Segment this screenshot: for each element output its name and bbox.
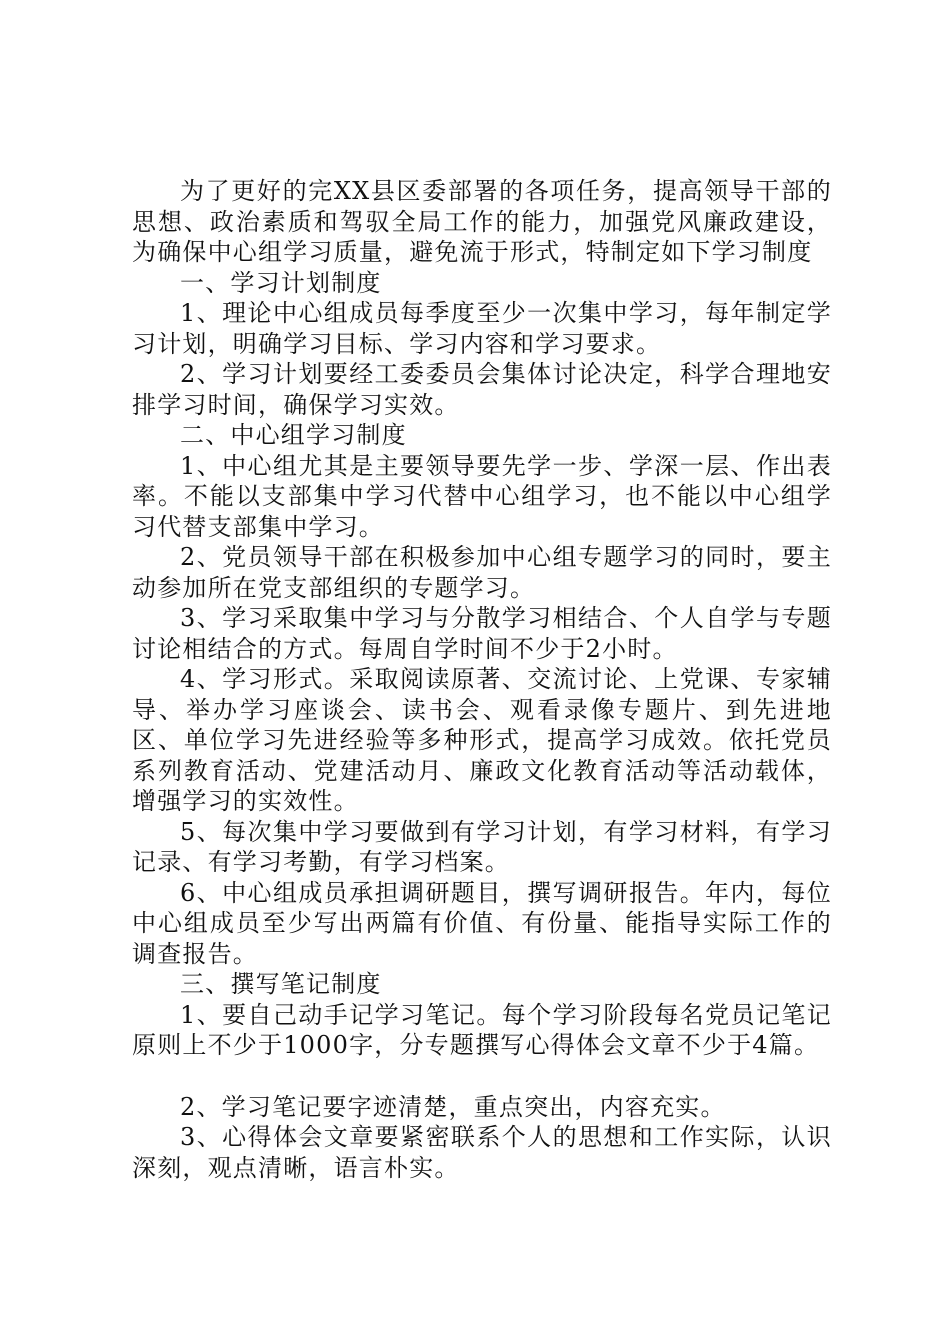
paragraph: 5、每次集中学习要做到有学习计划，有学习材料，有学习记录、有学习考勤，有学习档案。 [132,817,832,876]
paragraph: 1、中心组尤其是主要领导要先学一步、学深一层、作出表率。不能以支部集中学习代替中心组学习，也不能以中心组学习代替支部集中学习。 [132,451,832,541]
paragraph: 3、学习采取集中学习与分散学习相结合、个人自学与专题讨论相结合的方式。每周自学时间不少于2小时。 [132,604,832,663]
section-heading-notes: 三、撰写笔记制度 [180,970,382,998]
intro-paragraph: 为了更好的完XX县区委部署的各项任务，提高领导干部的思想、政治素质和驾驭全局工作的能力，加强党风廉政建设，为确保中心组学习质量，避免流于形式，特制定如下学习制度 [132,177,832,266]
paragraph: 1、要自己动手记学习笔记。每个学习阶段每名党员记笔记原则上不少于1000字，分专题撰写心得体会文章不少于4篇。 [132,1000,832,1059]
section-heading-study-plan: 一、学习计划制度 [180,268,382,297]
paragraph: 6、中心组成员承担调研题目，撰写调研报告。年内，每位中心组成员至少写出两篇有价值、有份量、能指导实际工作的调查报告。 [132,878,832,968]
paragraph: 1、理论中心组成员每季度至少一次集中学习，每年制定学习计划，明确学习目标、学习内容和学习要求。 [132,299,832,358]
section-heading-center-group: 二、中心组学习制度 [180,421,407,449]
paragraph: 4、学习形式。采取阅读原著、交流讨论、上党课、专家辅导、举办学习座谈会、读书会、观看录像专题片、到先进地区、单位学习先进经验等多种形式，提高学习成效。依托党员系列教育活动、党建活动月、廉政文化教育活动等活动载体，增强学习的实效性。 [132,665,832,815]
paragraph: 2、党员领导干部在积极参加中心组专题学习的同时，要主动参加所在党支部组织的专题学习。 [132,543,832,602]
paragraph: 2、学习笔记要字迹清楚，重点突出，内容充实。 [180,1092,726,1121]
paragraph: 3、心得体会文章要紧密联系个人的思想和工作实际，认识深刻，观点清晰，语言朴实。 [132,1123,832,1182]
document-body [132,176,832,1183]
paragraph: 2、学习计划要经工委委员会集体讨论决定，科学合理地安排学习时间，确保学习实效。 [132,360,832,419]
